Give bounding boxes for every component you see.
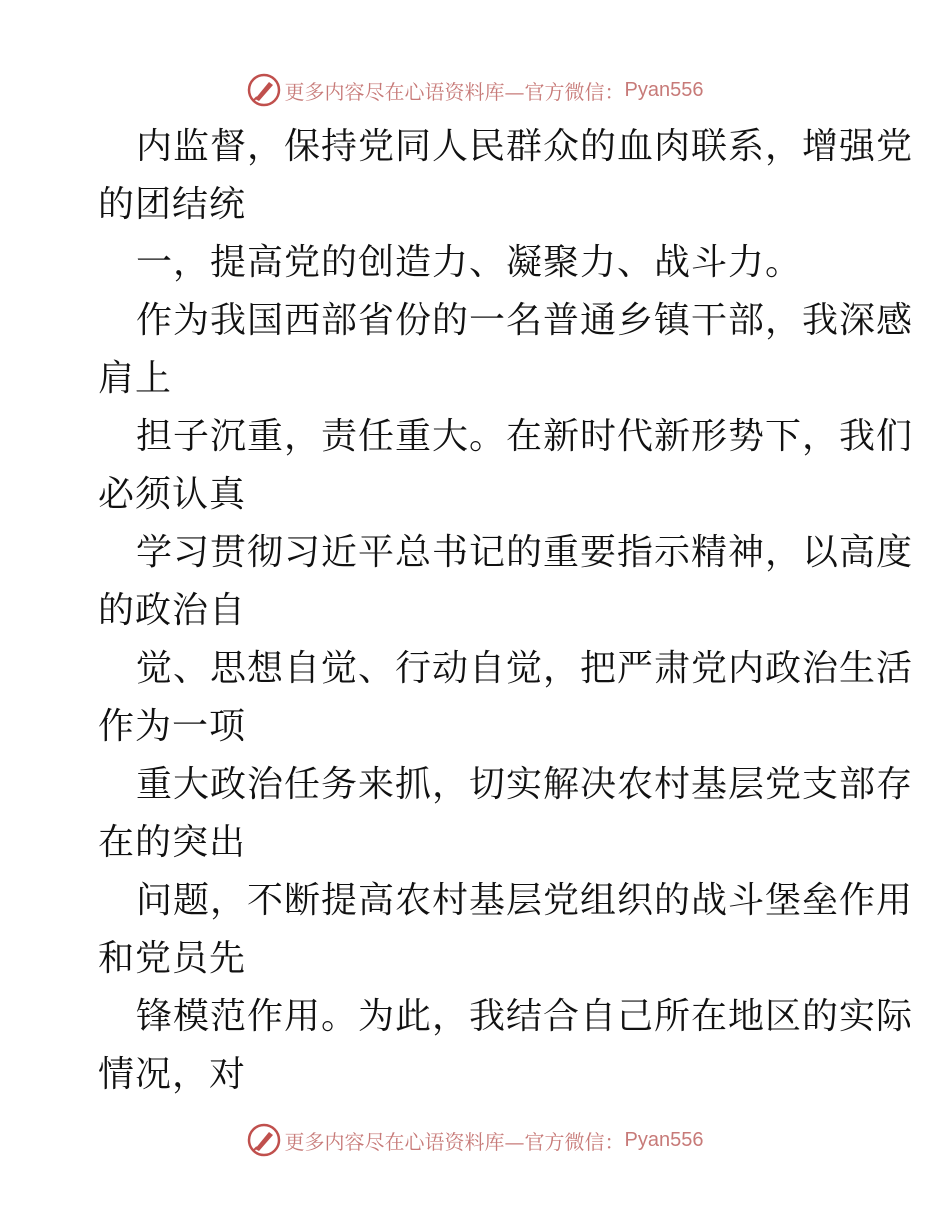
header-watermark xyxy=(0,68,950,112)
quill-pen-logo-icon xyxy=(247,73,281,107)
text-line: 情况，对 xyxy=(98,1054,247,1095)
text-line: 在的突出 xyxy=(98,822,247,863)
watermark-wechat-id: Pyan556 xyxy=(624,1128,704,1151)
text-line: 内监督，保持党同人民群众的血肉联系，增强党 xyxy=(136,126,914,167)
text-line: 觉、思想自觉、行动自觉，把严肃党内政治生活 xyxy=(136,648,914,689)
text-line: 和党员先 xyxy=(98,938,247,979)
text-line: 作为一项 xyxy=(98,706,247,747)
footer-watermark xyxy=(0,1118,950,1162)
watermark-wechat-id: Pyan556 xyxy=(624,78,704,101)
text-line: 锋模范作用。为此，我结合自己所在地区的实际 xyxy=(136,996,914,1037)
text-line: 肩上 xyxy=(98,358,173,399)
text-line: 的政治自 xyxy=(98,590,247,631)
document-body xyxy=(98,118,914,1104)
text-line: 必须认真 xyxy=(98,474,247,515)
watermark-text: 更多内容尽在心语资料库—官方微信： xyxy=(284,1129,625,1154)
text-line: 的团结统 xyxy=(98,184,247,225)
text-line: 重大政治任务来抓，切实解决农村基层党支部存 xyxy=(136,764,914,805)
text-line: 一，提高党的创造力、凝聚力、战斗力。 xyxy=(136,242,803,283)
watermark-text: 更多内容尽在心语资料库—官方微信： xyxy=(284,79,625,104)
text-line: 问题，不断提高农村基层党组织的战斗堡垒作用 xyxy=(136,880,914,921)
quill-pen-logo-icon xyxy=(247,1123,281,1157)
text-line: 担子沉重，责任重大。在新时代新形势下，我们 xyxy=(136,416,914,457)
text-line: 学习贯彻习近平总书记的重要指示精神，以高度 xyxy=(136,532,914,573)
text-line: 作为我国西部省份的一名普通乡镇干部，我深感 xyxy=(136,300,914,341)
